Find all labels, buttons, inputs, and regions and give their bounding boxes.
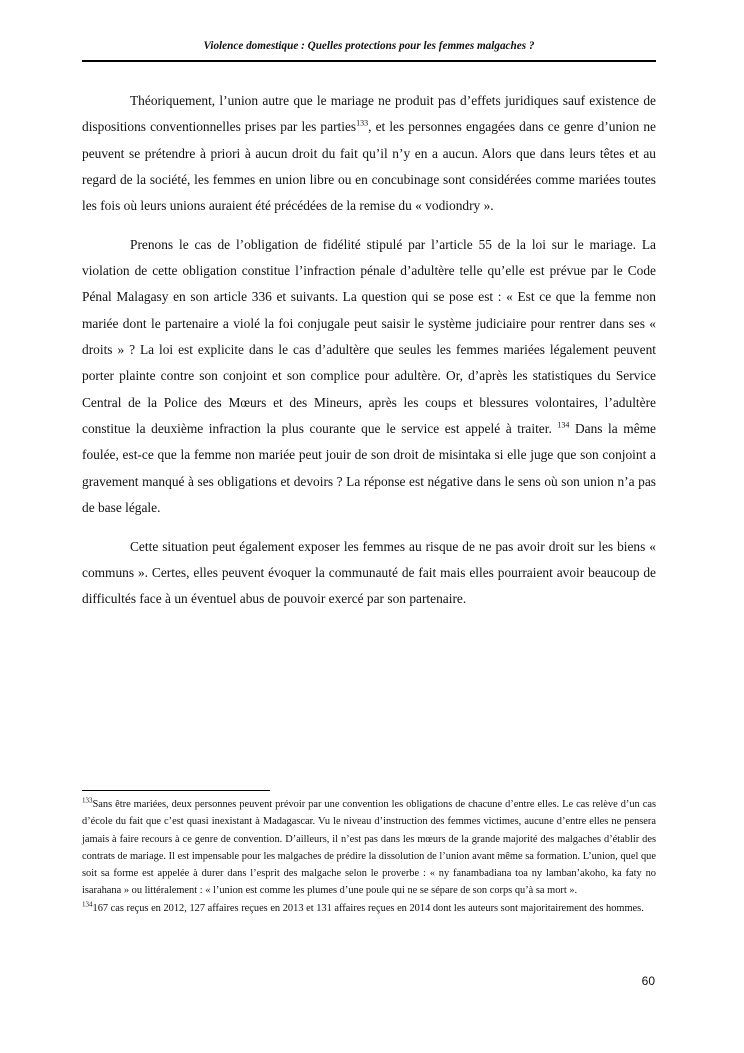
paragraph-2-text-a: Prenons le cas de l’obligation de fidélité stipulé par l’article 55 de la loi sur le mariage. La violation de cette obligation constitue l’infraction pénale d’adultère telle qu’elle est prévue par le Code Pénal Malagasy en son article 336 et suivants. La question qui se pose est : « Est ce que la femme non mariée dont le partenaire a violé la foi conjugale peut saisir le système judiciaire pour rentrer dans ses « droits » ? La loi est explicite dans le cas d’adultère que seules les femmes mariées légalement peuvent porter plainte contre son conjoint et son complice pour adultère. Or, d’après les statistiques du Service Central de la Police des Mœurs et des Mineurs, après les coups et blessures volontaires, l’adultère constitue la deuxième infraction la plus courante que le service est appelé à traiter. <box>82 236 656 436</box>
paragraph-2-text-b: Dans la même foulée, est-ce que la femme non mariée peut jouir de son droit de misintaka si elle juge que son conjoint a gravement manqué à ses obligations et devoirs ? La réponse est négative dans le sens où son union n’a pas de base légale. <box>82 420 656 515</box>
paragraph-1 <box>82 88 656 219</box>
footnote-134 <box>82 900 656 917</box>
footnote-ref-133[interactable]: 133 <box>356 118 369 128</box>
main-text <box>82 88 656 625</box>
page-number: 60 <box>641 974 655 988</box>
paragraph-1-text-a: Théoriquement, l’union autre que le mariage ne produit pas d’effets juridiques sauf existence de dispositions conventionnelles prises par les parties <box>82 93 656 135</box>
header-rule <box>82 60 656 62</box>
footnote-133 <box>82 796 656 900</box>
paragraph-1-text-b: , et les personnes engagées dans ce genre d’union ne peuvent se prétendre à priori à aucun droit du fait qu’il n’y en a aucun. Alors que dans leurs têtes et au regard de la société, les femmes en union libre ou en concubinage sont considérées comme mariées toutes les fois où leurs unions auraient été précédées de la remise du « vodiondry ». <box>82 119 656 214</box>
footnote-ref-134[interactable]: 134 <box>557 420 570 430</box>
footnotes <box>82 796 656 917</box>
footnote-number: 134 <box>82 900 93 909</box>
footnote-text: Sans être mariées, deux personnes peuvent prévoir par une convention les obligations de chacune d’entre elles. Le cas relève d’un cas d’école du fait que c’est quasi inexistant à Madagascar. Vu le niveau d’instruction des femmes victimes, aucune d’entre elles ne pensera jamais à faire recours à ce genre de convention. D’ailleurs, il n’est pas dans les mœurs de la grande majorité des malgaches d’établir des contrats de mariage. Il est impensable pour les malgaches de prédire la dissolution de l’union avant même sa formation. L’union, quel que soit sa forme est appelée à durer dans l’esprit des malgache selon le proverbe : « ny fanambadiana toa ny lamban’akoho, ka faty no isarahana » ou littéralement : « l’union est comme les plumes d’une poule qui ne se sépare de son corps qu’à sa mort ». <box>82 799 656 897</box>
footnote-separator <box>82 790 270 791</box>
footnote-text: 167 cas reçus en 2012, 127 affaires reçues en 2013 et 131 affaires reçues en 2014 dont les auteurs sont majoritairement des hommes. <box>92 902 644 914</box>
running-header: Violence domestique : Quelles protections pour les femmes malgaches ? <box>203 40 535 52</box>
footnote-number: 133 <box>82 796 93 805</box>
paragraph-3: Cette situation peut également exposer les femmes au risque de ne pas avoir droit sur les biens « communs ». Certes, elles peuvent évoquer la communauté de fait mais elles pourraient avoir beaucoup de difficultés face à un éventuel abus de pouvoir exercé par son partenaire. <box>82 538 656 607</box>
paragraph-2 <box>82 232 656 521</box>
